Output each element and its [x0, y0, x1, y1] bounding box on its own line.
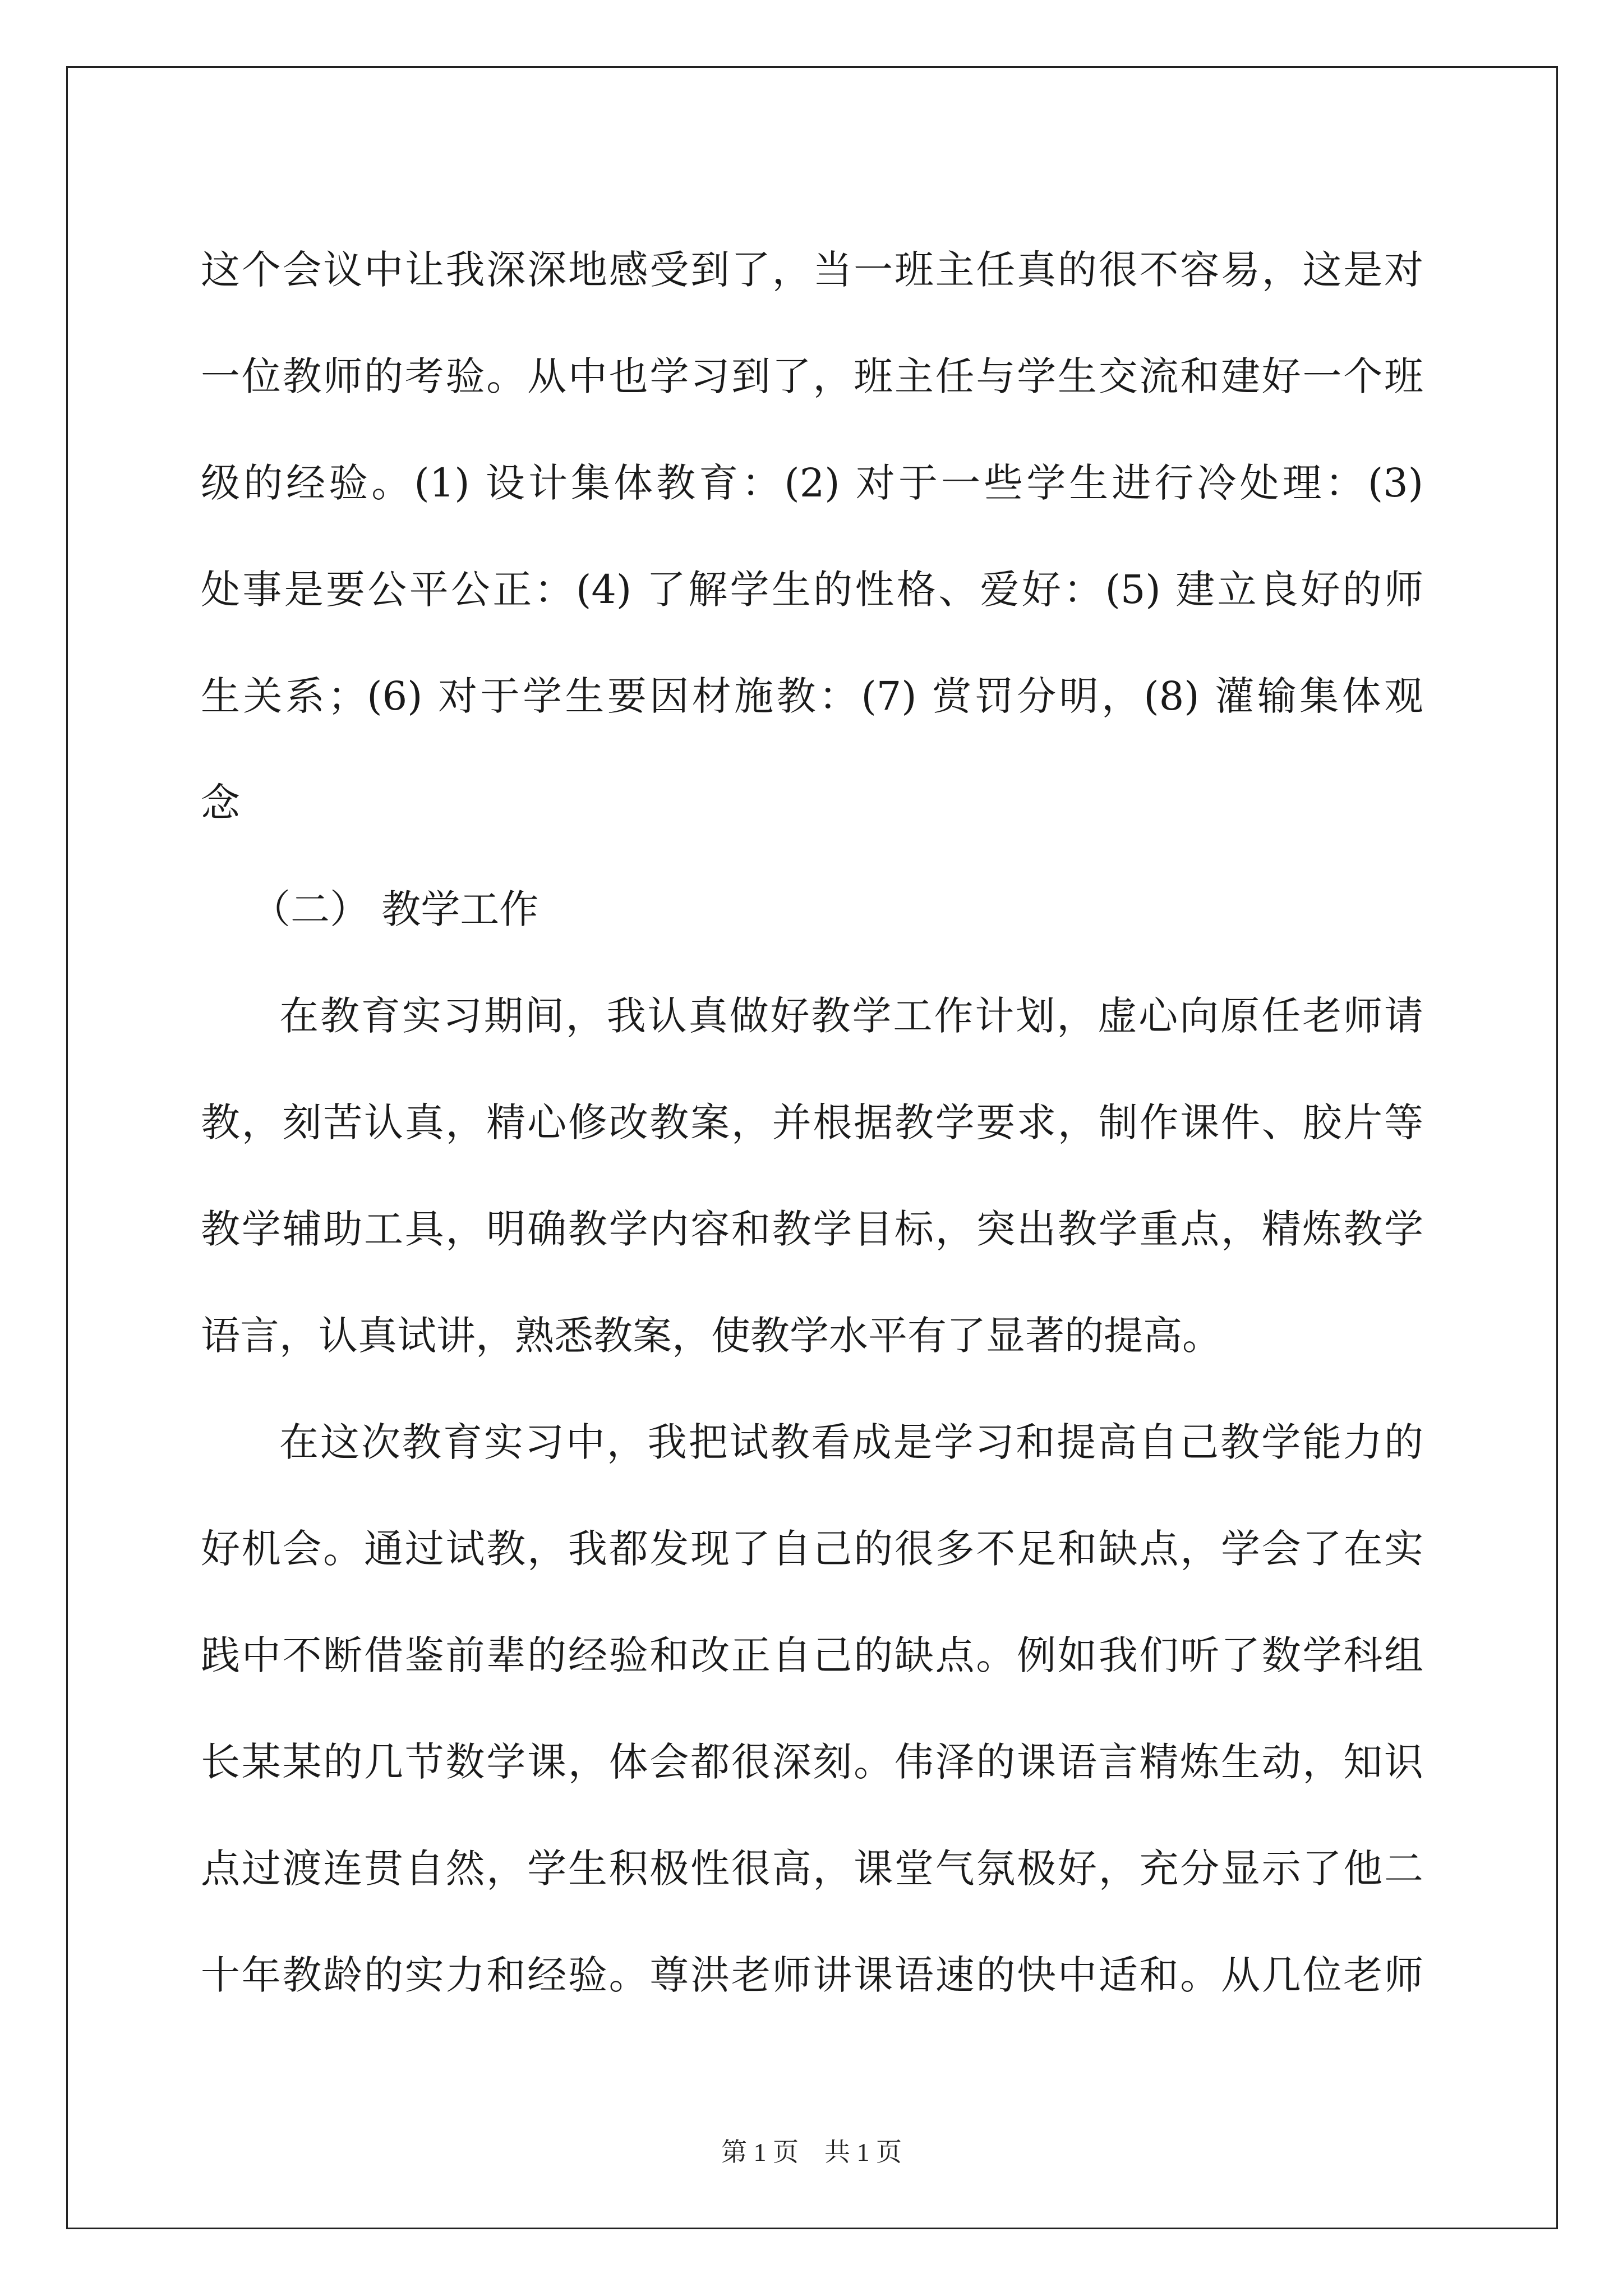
paragraph-line: 生关系；(6) 对于学生要因材施教：(7) 赏罚分明，(8) 灌输集体观 [201, 673, 1423, 719]
paragraph-line: 级的经验。(1) 设计集体教育：(2) 对于一些学生进行冷处理：(3) [201, 460, 1423, 506]
paragraph-line: 长某某的几节数学课，体会都很深刻。伟泽的课语言精炼生动，知识 [201, 1739, 1423, 1785]
paragraph-line: 这个会议中让我深深地感受到了，当一班主任真的很不容易，这是对 [201, 247, 1423, 293]
paragraph-line: 践中不断借鉴前辈的经验和改正自己的缺点。例如我们听了数学科组 [201, 1632, 1423, 1678]
document-body [201, 217, 1423, 2028]
paragraph-line: 点过渡连贯自然，学生积极性很高，课堂气氛极好，充分显示了他二 [201, 1846, 1423, 1892]
paragraph-line: 念 [201, 780, 240, 826]
paragraph-line: 十年教龄的实力和经验。尊洪老师讲课语速的快中适和。从几位老师 [201, 1952, 1423, 1998]
paragraph-line: 语言，认真试讲，熟悉教案，使教学水平有了显著的提高。 [201, 1313, 1221, 1359]
paragraph-line: 教，刻苦认真，精心修改教案，并根据教学要求，制作课件、胶片等 [201, 1099, 1423, 1145]
section-heading: （二） 教学工作 [251, 886, 539, 932]
page-footer: 第 1 页 共 1 页 [721, 2138, 902, 2166]
paragraph-line: 在教育实习期间，我认真做好教学工作计划，虚心向原任老师请 [279, 993, 1423, 1039]
paragraph-line: 在这次教育实习中，我把试教看成是学习和提高自己教学能力的 [279, 1419, 1423, 1465]
paragraph-line: 好机会。通过试教，我都发现了自己的很多不足和缺点，学会了在实 [201, 1526, 1423, 1572]
paragraph-line: 处事是要公平公正：(4) 了解学生的性格、爱好：(5) 建立良好的师 [201, 567, 1423, 613]
paragraph-line: 一位教师的考验。从中也学习到了，班主任与学生交流和建好一个班 [201, 353, 1423, 399]
paragraph-line: 教学辅助工具，明确教学内容和教学目标，突出教学重点，精炼教学 [201, 1206, 1423, 1252]
